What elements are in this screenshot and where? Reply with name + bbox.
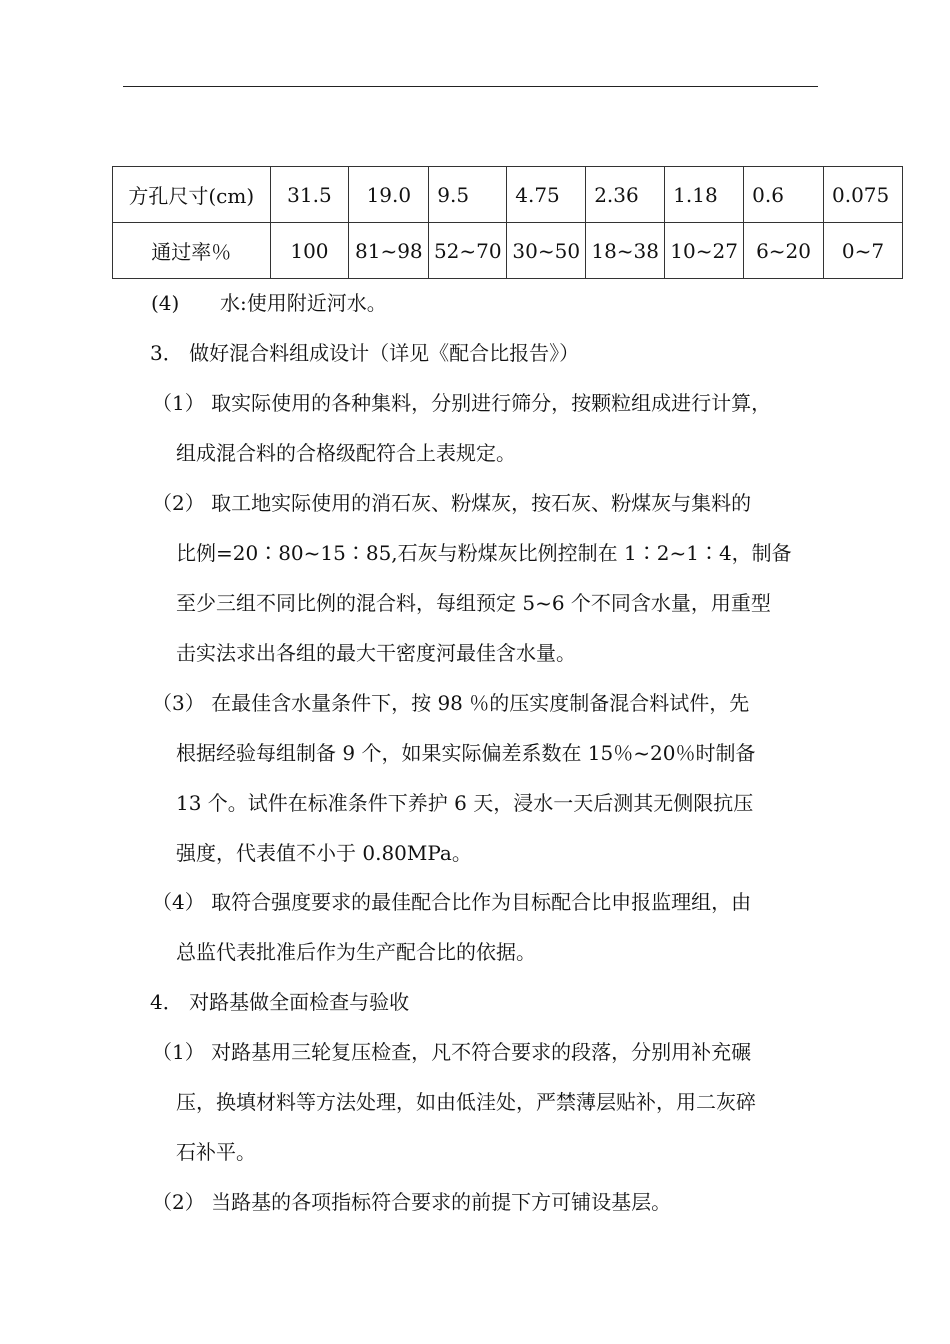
table-cell: 81~98: [349, 223, 429, 279]
water-item-text: 水:使用附近河水。: [220, 291, 387, 315]
paragraph-line: 总监代表批准后作为生产配合比的依据。: [176, 940, 536, 964]
paragraph-line: 根据经验每组制备 9 个，如果实际偏差系数在 15％~20％时制备: [176, 741, 756, 765]
table-cell: 通过率％: [113, 223, 271, 279]
header-rule: [123, 86, 818, 87]
table-cell: 18~38: [586, 223, 665, 279]
table-cell: 4.75: [507, 167, 586, 223]
paragraph-line: 石补平。: [176, 1140, 256, 1164]
paragraph-line: （1） 取实际使用的各种集料，分别进行筛分，按颗粒组成进行计算，: [152, 391, 772, 415]
table-cell: 31.5: [270, 167, 349, 223]
table-cell: 0.075: [824, 167, 903, 223]
table-cell: 0~7: [824, 223, 903, 279]
table-cell: 10~27: [665, 223, 744, 279]
table-cell: 0.6: [744, 167, 824, 223]
paragraph-line: 13 个。试件在标准条件下养护 6 天，浸水一天后测其无侧限抗压: [176, 791, 754, 815]
paragraph-line: （4） 取符合强度要求的最佳配合比作为目标配合比申报监理组，由: [152, 890, 752, 914]
section-4-heading: 4． 对路基做全面检查与验收: [150, 990, 410, 1014]
table-row: [113, 167, 903, 223]
gradation-table: [112, 166, 903, 279]
paragraph-line: 比例=20∶80~15∶85,石灰与粉煤灰比例控制在 1∶2~1∶4，制备: [176, 541, 792, 565]
table-cell: 6~20: [744, 223, 824, 279]
paragraph-line: （3） 在最佳含水量条件下，按 98 ％的压实度制备混合料试件，先: [152, 691, 750, 715]
paragraph-line: 压，换填材料等方法处理，如由低洼处，严禁薄层贴补，用二灰碎: [176, 1090, 756, 1114]
table-cell: 100: [270, 223, 349, 279]
table-cell: 1.18: [665, 167, 744, 223]
water-item-number: (4): [151, 291, 180, 315]
paragraph-line: （1） 对路基用三轮复压检查，凡不符合要求的段落，分别用补充碾: [152, 1040, 752, 1064]
paragraph-line: 强度，代表值不小于 0.80MPa。: [176, 841, 472, 865]
paragraph-line: （2） 当路基的各项指标符合要求的前提下方可铺设基层。: [152, 1190, 672, 1214]
table-cell: 52~70: [429, 223, 507, 279]
paragraph-line: 击实法求出各组的最大干密度河最佳含水量。: [176, 641, 576, 665]
table-cell: 2.36: [586, 167, 665, 223]
table-cell: 30~50: [507, 223, 586, 279]
paragraph-line: （2） 取工地实际使用的消石灰、粉煤灰，按石灰、粉煤灰与集料的: [152, 491, 752, 515]
table-cell: 19.0: [349, 167, 429, 223]
paragraph-line: 至少三组不同比例的混合料，每组预定 5~6 个不同含水量，用重型: [176, 591, 771, 615]
paragraph-line: 组成混合料的合格级配符合上表规定。: [176, 441, 516, 465]
table-row: [113, 223, 903, 279]
section-3-heading: 3． 做好混合料组成设计（详见《配合比报告》）: [150, 341, 580, 365]
table-cell: 9.5: [429, 167, 507, 223]
table-cell: 方孔尺寸(cm): [113, 167, 271, 223]
